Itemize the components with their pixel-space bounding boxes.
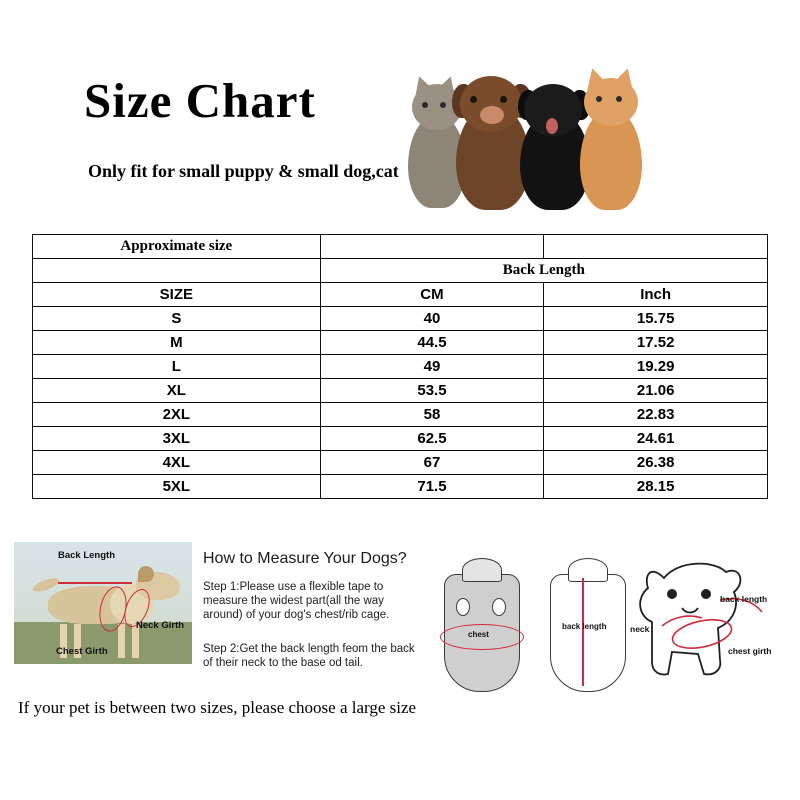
table-row [33, 379, 768, 403]
inch-value: 24.61 [544, 427, 768, 451]
inch-value: 28.15 [544, 475, 768, 499]
cm-value: 62.5 [320, 427, 544, 451]
table-row [33, 475, 768, 499]
cm-value: 53.5 [320, 379, 544, 403]
pets-photo [400, 62, 650, 222]
empty-cell-3 [33, 259, 321, 283]
table-row [33, 307, 768, 331]
page-title: Size Chart [84, 73, 316, 128]
measure-heading: How to Measure Your Dogs? [203, 550, 407, 567]
approximate-size-label: Approximate size [33, 235, 321, 259]
inch-value: 22.83 [544, 403, 768, 427]
how-to-measure-section [0, 536, 800, 716]
measure-step-2: Step 2:Get the back length feom the back of their neck to the base od tail. [203, 643, 415, 669]
table-row-units [33, 283, 768, 307]
back-length-measure-bar [582, 578, 584, 686]
outline-back-length-label: back length [720, 594, 768, 604]
photo-neck-girth-label: Neck Girth [136, 620, 185, 631]
empty-cell-2 [544, 235, 768, 259]
garment-chest-label: chest [468, 630, 489, 639]
size-value: M [33, 331, 321, 355]
inch-value: 15.75 [544, 307, 768, 331]
garment-diagram-back-length [540, 550, 626, 702]
inch-column-header: Inch [544, 283, 768, 307]
table-row [33, 427, 768, 451]
table-row-approximate [33, 235, 768, 259]
table-row [33, 355, 768, 379]
back-length-label: Back Length [320, 259, 767, 283]
size-value: 5XL [33, 475, 321, 499]
table-row [33, 331, 768, 355]
table-row [33, 403, 768, 427]
garment-back-length-label: back length [562, 622, 607, 631]
inch-value: 17.52 [544, 331, 768, 355]
outline-neck-label: neck [630, 624, 650, 634]
size-value: 3XL [33, 427, 321, 451]
page-subtitle: Only fit for small puppy & small dog,cat [88, 161, 399, 181]
back-length-arrow [58, 582, 132, 584]
size-value: S [33, 307, 321, 331]
cm-value: 58 [320, 403, 544, 427]
size-value: 4XL [33, 451, 321, 475]
size-column-header: SIZE [33, 283, 321, 307]
inch-value: 21.06 [544, 379, 768, 403]
cm-value: 49 [320, 355, 544, 379]
measure-step-1: Step 1:Please use a flexible tape to measure the widest part(all the way around) of your dog's chest/rib cage. [203, 581, 390, 621]
table-row [33, 451, 768, 475]
photo-back-length-label: Back Length [58, 550, 116, 561]
footer-note: If your pet is between two sizes, please choose a large size [18, 698, 417, 717]
cm-value: 44.5 [320, 331, 544, 355]
photo-chest-girth-label: Chest Girth [56, 646, 108, 657]
size-chart-table [32, 234, 768, 499]
dog-outline-svg [628, 542, 790, 702]
size-value: 2XL [33, 403, 321, 427]
size-value: XL [33, 379, 321, 403]
size-value: L [33, 355, 321, 379]
dog-measurement-photo [14, 542, 192, 664]
inch-value: 26.38 [544, 451, 768, 475]
header-section [0, 0, 800, 232]
cm-value: 67 [320, 451, 544, 475]
inch-value: 19.29 [544, 355, 768, 379]
outline-chest-girth-label: chest girth [728, 646, 772, 656]
empty-cell-1 [320, 235, 544, 259]
cm-value: 40 [320, 307, 544, 331]
table-row-backlength [33, 259, 768, 283]
cm-value: 71.5 [320, 475, 544, 499]
garment-diagram-chest [434, 550, 530, 702]
dog-outline-drawing [628, 542, 790, 702]
cm-column-header: CM [320, 283, 544, 307]
